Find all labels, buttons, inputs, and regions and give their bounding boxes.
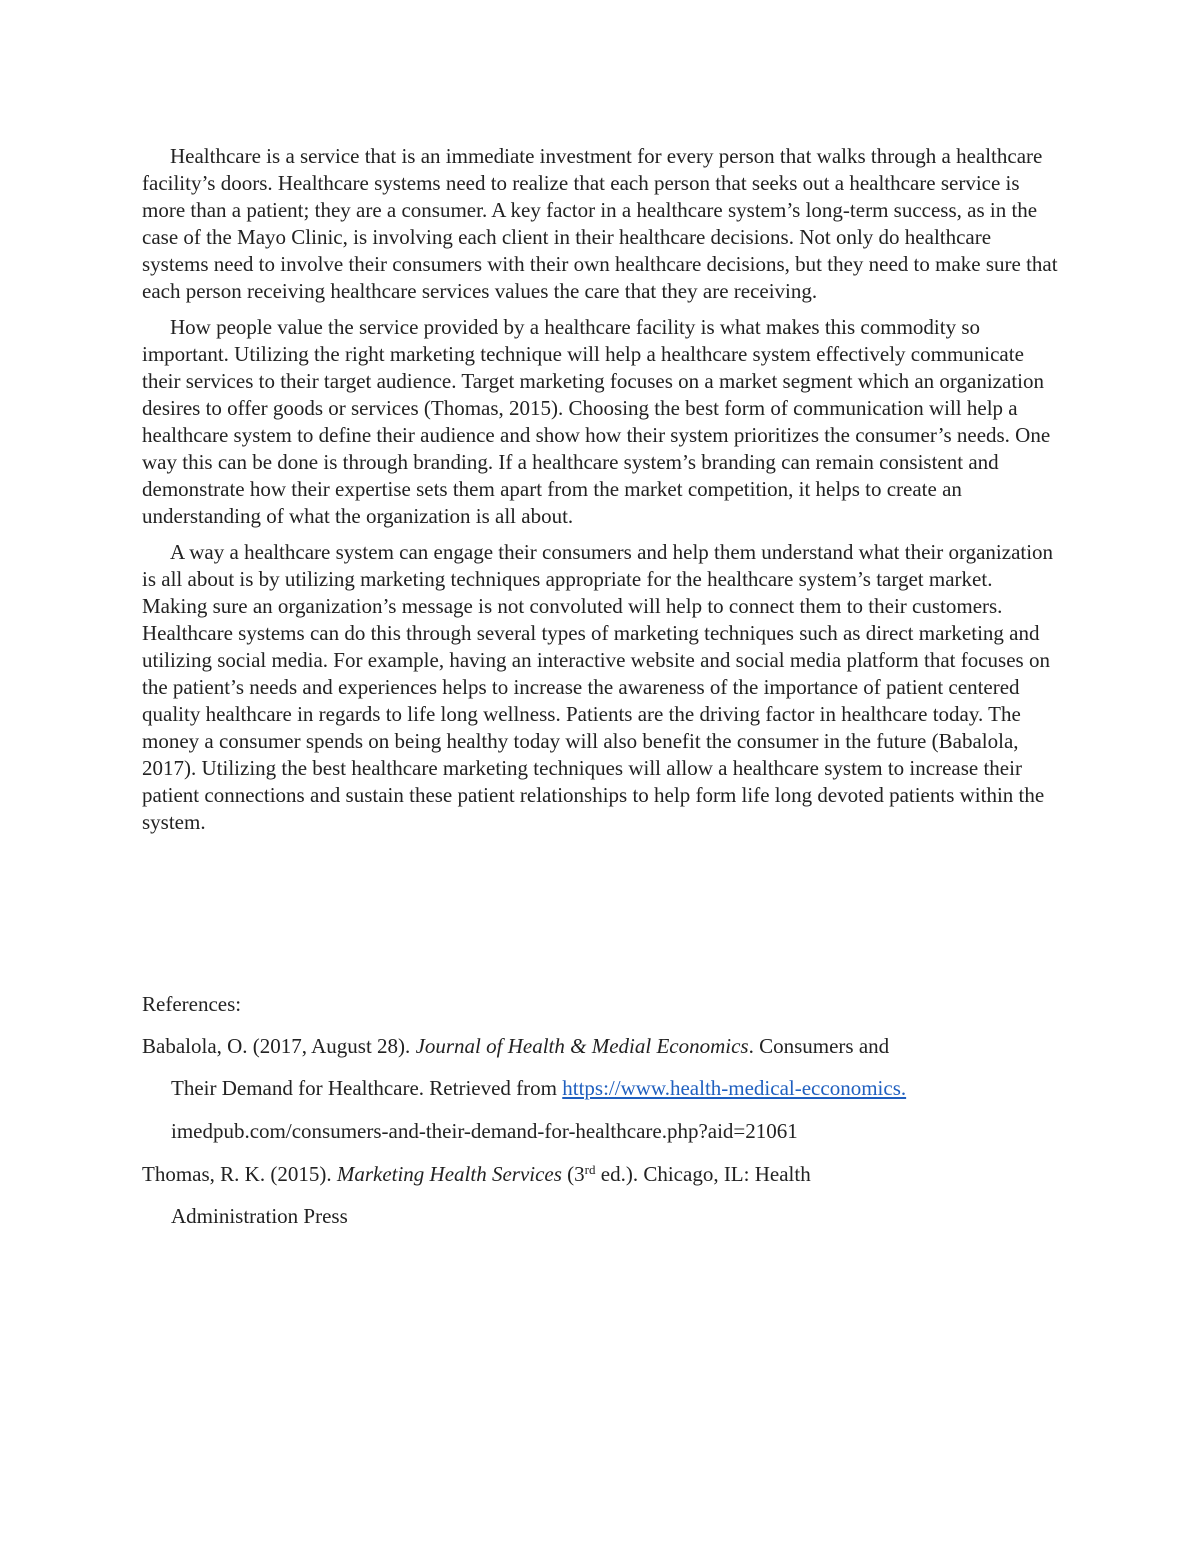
reference-2-line-1 xyxy=(142,1161,811,1188)
reference-1-title-start: . Consumers and xyxy=(748,1034,890,1058)
reference-2-book-title: Marketing Health Services xyxy=(336,1162,562,1186)
reference-1-title-end: Their Demand for Healthcare. Retrieved from xyxy=(171,1076,563,1100)
references-heading: References: xyxy=(142,992,242,1016)
reference-1-line-1 xyxy=(142,1033,889,1060)
reference-2-edition-superscript: rd xyxy=(584,1162,596,1177)
reference-2-line-2: Administration Press xyxy=(171,1204,348,1228)
paragraph-2: How people value the service provided by a healthcare facility is what makes this commodity so important. Utilizing the right marketing technique will help a healthcare system effectively communicate their services to their target audience. Target marketing focuses on a market segment which an organization desires to offer goods or services (Thomas, 2015). Choosing the best form of communication will help a healthcare system to define their audience and show how their system prioritizes the consumer’s needs. One way this can be done is through branding. If a healthcare system’s branding can remain consistent and demonstrate how their expertise sets them apart from the market competition, it helps to create an understanding of what the organization is all about. xyxy=(142,315,1051,528)
reference-1-link[interactable]: https://www.health-medical-ecconomics. xyxy=(562,1076,907,1100)
reference-2-edition-close: ed.). Chicago, IL: Health xyxy=(595,1162,811,1186)
reference-1-author-date: Babalola, O. (2017, August 28). xyxy=(142,1034,416,1058)
essay-body xyxy=(142,143,1062,845)
paragraph-1: Healthcare is a service that is an immediate investment for every person that walks through a healthcare facility’s doors. Healthcare systems need to realize that each person that seeks out a healthcare service is more than a patient; they are a consumer. A key factor in a healthcare system’s long-term success, as in the case of the Mayo Clinic, is involving each client in their healthcare decisions. Not only do healthcare systems need to involve their consumers with their own healthcare decisions, but they need to make sure that each person receiving healthcare services values the care that they are receiving. xyxy=(142,144,1058,303)
reference-1-line-2 xyxy=(171,1075,906,1102)
reference-2-author-date: Thomas, R. K. (2015). xyxy=(142,1162,337,1186)
paragraph-3: A way a healthcare system can engage their consumers and help them understand what their organization is all about is by utilizing marketing techniques appropriate for the healthcare system’s target market. Making sure an organization’s message is not convoluted will help to connect them to their customers. Healthcare systems can do this through several types of marketing techniques such as direct marketing and utilizing social media. For example, having an interactive website and social media platform that focuses on the patient’s needs and experiences helps to increase the awareness of the importance of patient centered quality healthcare in regards to life long wellness. Patients are the driving factor in healthcare today. The money a consumer spends on being healthy today will also benefit the consumer in the future (Babalola, 2017). Utilizing the best healthcare marketing techniques will allow a healthcare system to increase their patient connections and sustain these patient relationships to help form life long devoted patients within the system. xyxy=(142,540,1054,834)
reference-1-line-3: imedpub.com/consumers-and-their-demand-for-healthcare.php?aid=21061 xyxy=(171,1119,798,1143)
reference-1-journal-title: Journal of Health & Medial Economics xyxy=(415,1034,749,1058)
reference-2-edition-open: (3 xyxy=(561,1162,585,1186)
